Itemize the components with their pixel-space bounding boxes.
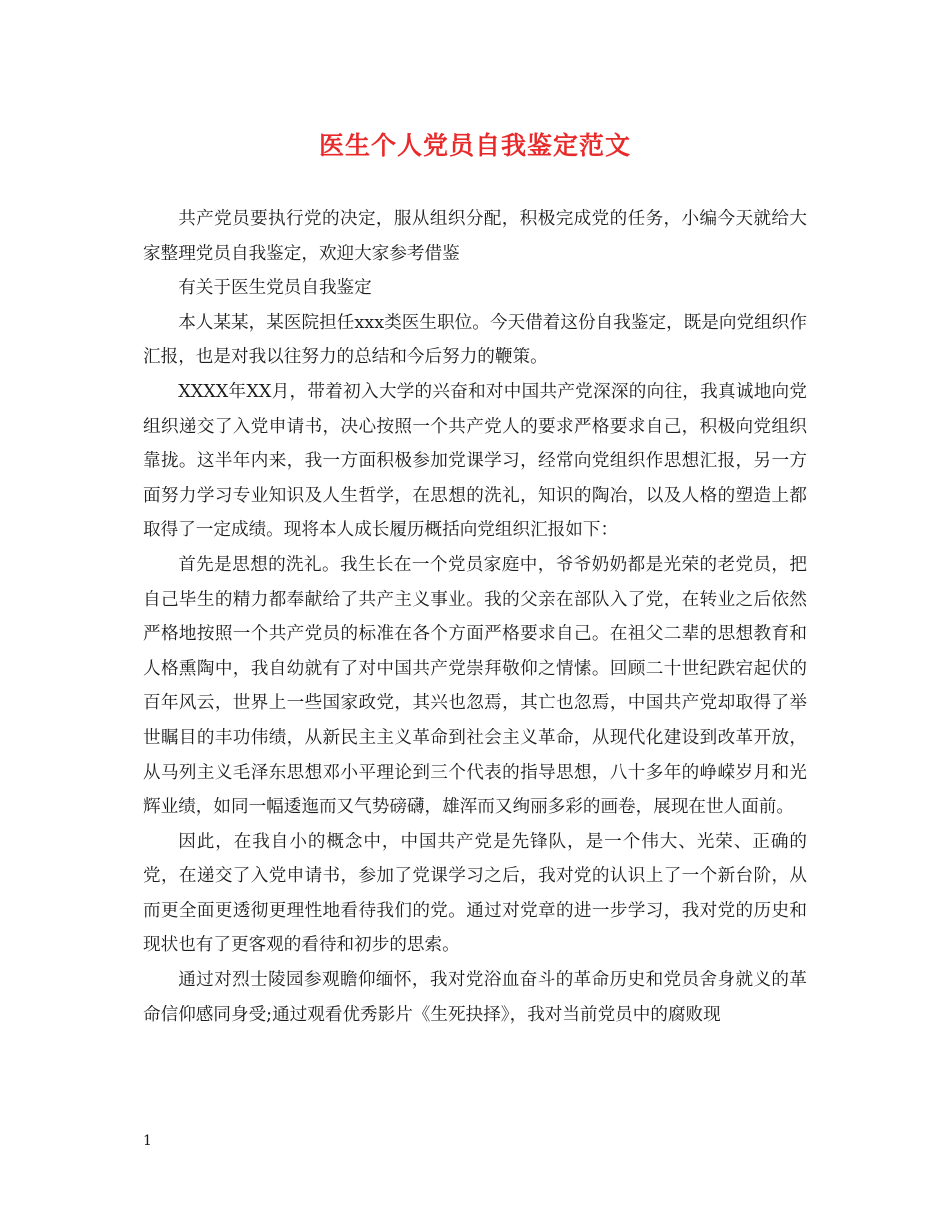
document-body [143, 202, 807, 1032]
paragraph-self-intro: 本人某某，某医院担任xxx类医生职位。今天借着这份自我鉴定，既是向党组织作汇报，也是对我以往努力的总结和今后努力的鞭策。 [143, 312, 807, 368]
paragraph-ideology: 首先是思想的洗礼。我生长在一个党员家庭中，爷爷奶奶都是光荣的老党员，把自己毕生的精力都奉献给了共产主义事业。我的父亲在部队入了党，在转业之后依然严格地按照一个共产党员的标准在各个方面严格要求自己。在祖父二辈的思想教育和人格熏陶中，我自幼就有了对中国共产党崇拜敬仰之情愫。回顾二十世纪跌宕起伏的百年风云，世界上一些国家政党，其兴也忽焉，其亡也忽焉，中国共产党却取得了举世瞩目的丰功伟绩，从新民主主义革命到社会主义革命，从现代化建设到改革开放，从马列主义毛泽东思想邓小平理论到三个代表的指导思想，八十多年的峥嵘岁月和光辉业绩，如同一幅逶迤而又气势磅礴，雄浑而又绚丽多彩的画卷，展现在世人面前。 [143, 554, 807, 818]
page-number: 1 [143, 1133, 152, 1149]
paragraph-intro: 共产党员要执行党的决定，服从组织分配，积极完成党的任务，小编今天就给大家整理党员自我鉴定，欢迎大家参考借鉴 [143, 209, 807, 264]
paragraph-understanding: 因此，在我自小的概念中，中国共产党是先锋队，是一个伟大、光荣、正确的党，在递交了入党申请书，参加了党课学习之后，我对党的认识上了一个新台阶，从而更全面更透彻更理性地看待我们的党。通过对党章的进一步学习，我对党的历史和现状也有了更客观的看待和初步的思索。 [143, 831, 807, 956]
paragraph-application: XXXX年XX月，带着初入大学的兴奋和对中国共产党深深的向往，我真诚地向党组织递交了入党申请书，决心按照一个共产党人的要求严格要求自己，积极向党组织靠拢。这半年内来，我一方面积极参加党课学习，经常向党组织作思想汇报，另一方面努力学习专业知识及人生哲学，在思想的洗礼，知识的陶冶，以及人格的塑造上都取得了一定成绩。现将本人成长履历概括向党组织汇报如下： [143, 381, 807, 541]
document-title: 医生个人党员自我鉴定范文 [318, 131, 631, 160]
paragraph-subheading: 有关于医生党员自我鉴定 [178, 278, 372, 299]
paragraph-visit: 通过对烈士陵园参观瞻仰缅怀，我对党浴血奋斗的革命历史和党员舍身就义的革命信仰感同身受;通过观看优秀影片《生死抉择》，我对当前党员中的腐败现 [143, 970, 807, 1025]
